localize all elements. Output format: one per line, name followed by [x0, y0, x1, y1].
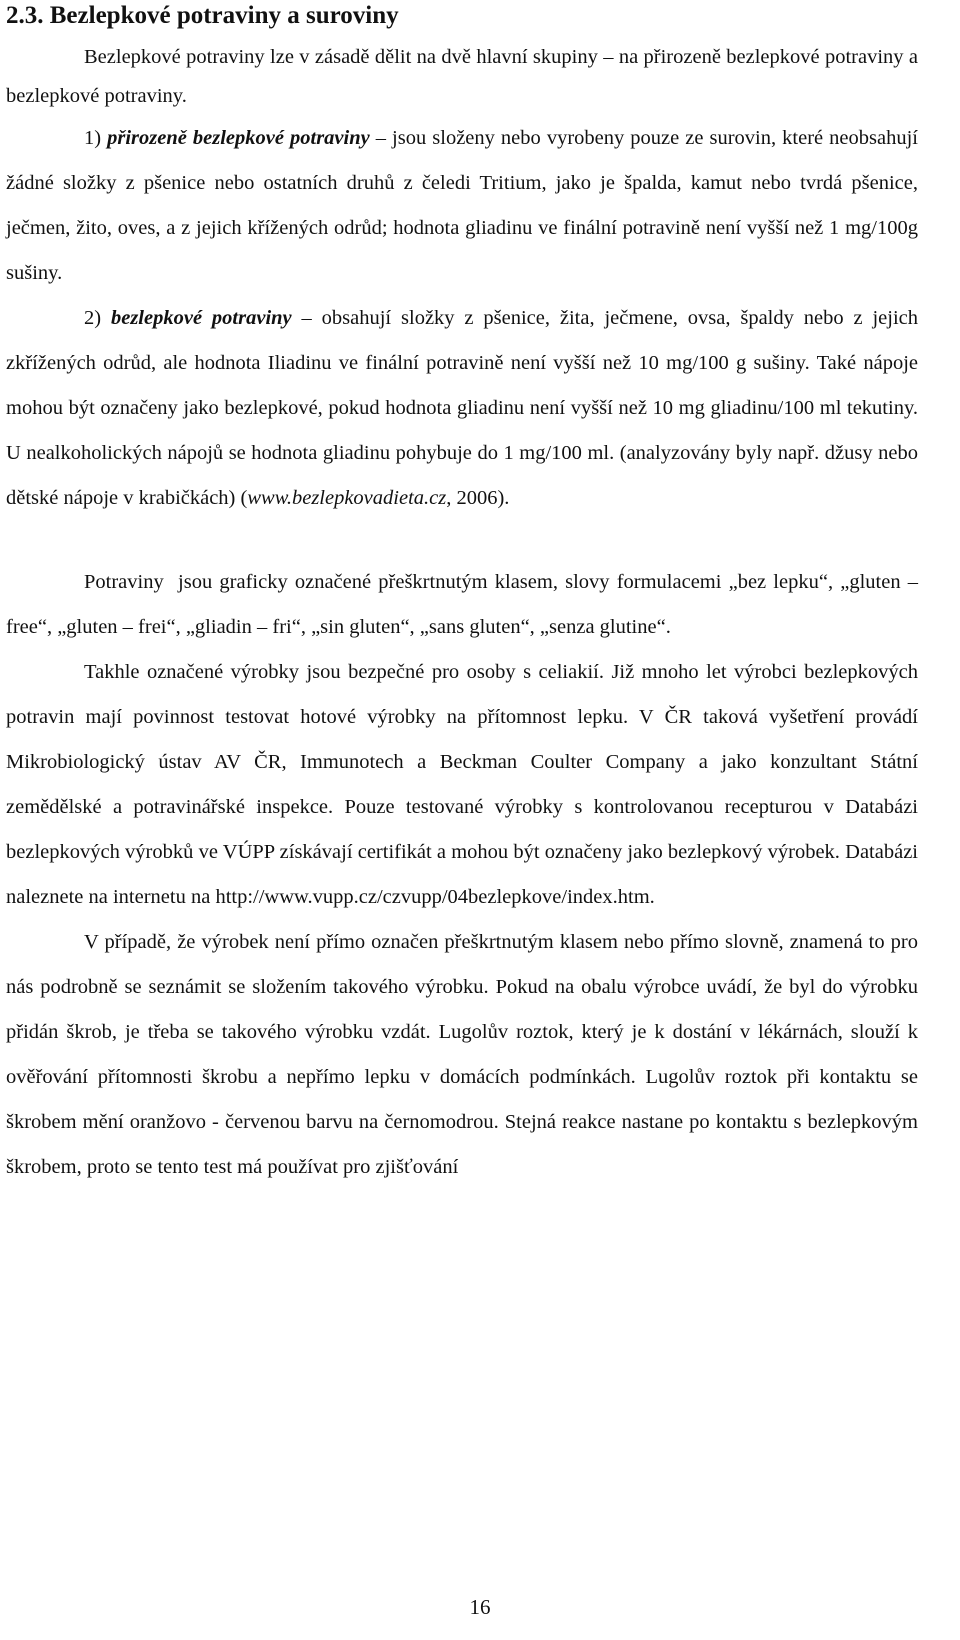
- labels-paragraph: Potraviny jsou graficky označené přeškrtnutým klasem, slovy formulacemi „bez lepku“, „gluten – free“, „gluten – frei“, „gliadin – fri“, „sin gluten“, „sans gluten“, „senza glutine“.: [6, 571, 924, 638]
- source-link: www.bezlepkovadieta.cz: [247, 487, 447, 509]
- group-2-text: – obsahují složky z pšenice, žita, ječmene, ovsa, špaldy nebo z jejich zkřížených odrůd, ale hodnota Iliadinu ve finální potravině není vyšší než 10 mg/100 g sušiny. Také nápoje mohou být označeny jako bezlepkové, pokud hodnota gliadinu není vyšší než 10 mg gliadinu/100 ml tekutiny. U nealkoholických nápojů se hodnota gliadinu pohybuje do 1 mg/100 ml. (analyzovány byly např. džusy nebo dětské nápoje v krabičkách) (: [6, 307, 919, 509]
- intro-paragraph: Bezlepkové potraviny lze v zásadě dělit na dvě hlavní skupiny – na přirozeně bezlepkové potraviny a bezlepkové potraviny.: [6, 46, 918, 107]
- group-2-number: 2): [84, 307, 102, 329]
- section-heading: 2.3. Bezlepkové potraviny a suroviny: [6, 2, 399, 29]
- page-number: 16: [469, 1595, 491, 1619]
- group-1-text: – jsou složeny nebo vyrobeny pouze ze surovin, které neobsahují žádné složky z pšenice nebo ostatních druhů z čeledi Tritium, jako je špalda, kamut nebo tvrdá pšenice, ječmen, žito, oves, a z jejich křížených odrůd; hodnota gliadinu ve finální potravině není vyšší než 1 mg/100g sušiny.: [6, 127, 918, 284]
- group-2-paragraph: [6, 296, 918, 521]
- unlabelled-products-paragraph: V případě, že výrobek není přímo označen přeškrtnutým klasem nebo přímo slovně, znamená to pro nás podrobně se seznámit se složením takového výrobku. Pokud na obalu výrobce uvádí, že byl do výrobku přidán škrob, je třeba se takového výrobku vzdát. Lugolův roztok, který je k dostání v lékárnách, slouží k ověřování přítomnosti škrobu a nepřímo lepku v domácích podmínkách. Lugolův roztok při kontaktu se škrobem mění oranžovo - červenou barvu na černomodrou. Stejná reakce nastane po kontaktu s bezlepkovým škrobem, proto se tento test má používat pro zjišťování: [6, 931, 918, 1178]
- group-1-number: 1): [84, 127, 102, 149]
- safety-paragraph: Takhle označené výrobky jsou bezpečné pro osoby s celiakií. Již mnoho let výrobci bezlepkových potravin mají povinnost testovat hotové výrobky na přítomnost lepku. V ČR taková vyšetření provádí Mikrobiologický ústav AV ČR, Immunotech a Beckman Coulter Company a jako konzultant Státní zemědělské a potravinářské inspekce. Pouze testované výrobky s kontrolovanou recepturou v Databázi bezlepkových výrobků ve VÚPP získávají certifikát a mohou být označeny jako bezlepkový výrobek. Databázi naleznete na internetu na http://www.vupp.cz/czvupp/04bezlepkove/index.htm.: [6, 661, 918, 908]
- group-1-term: přirozeně bezlepkové potraviny: [107, 127, 370, 149]
- group-2-term: bezlepkové potraviny: [110, 307, 292, 329]
- group-1-paragraph: [6, 116, 918, 296]
- source-year: , 2006).: [446, 487, 510, 509]
